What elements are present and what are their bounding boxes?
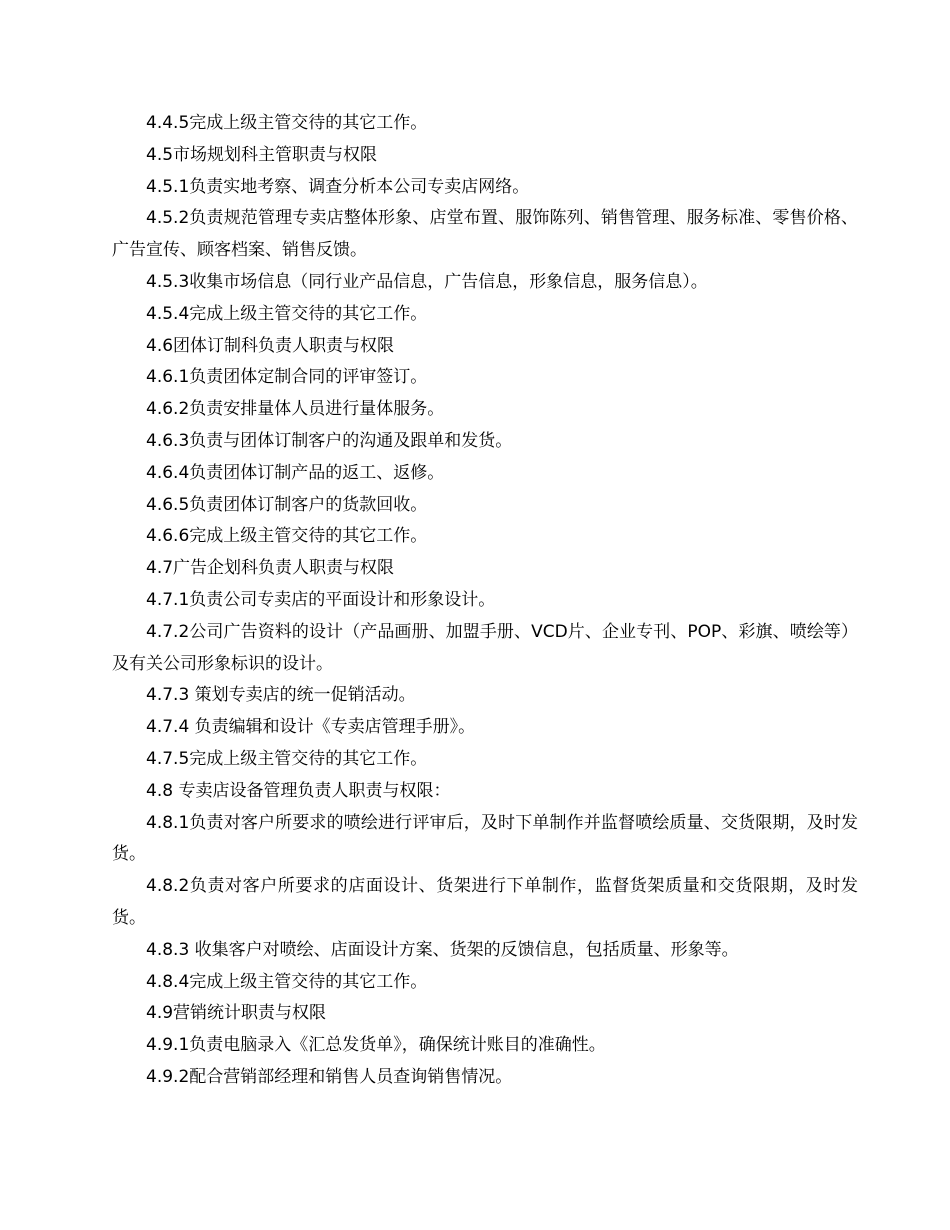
paragraph-4-8-3: 4.8.3 收集客户对喷绘、店面设计方案、货架的反馈信息，包括质量、形象等。 bbox=[146, 939, 739, 960]
paragraph-4-8-1: 4.8.1负责对客户所要求的喷绘进行评审后，及时下单制作并监督喷绘质量、交货限期，及时发货。 bbox=[112, 812, 858, 865]
paragraph-4-7-2: 4.7.2公司广告资料的设计（产品画册、加盟手册、VCD片、企业专刊、POP、彩旗、喷绘等）及有关公司形象标识的设计。 bbox=[112, 621, 858, 674]
paragraph-4-6-5: 4.6.5负责团体订制客户的货款回收。 bbox=[146, 494, 428, 515]
section-heading-4-7: 4.7广告企划科负责人职责与权限 bbox=[146, 558, 395, 579]
document-page bbox=[112, 108, 858, 1094]
paragraph-4-5-4: 4.5.4完成上级主管交待的其它工作。 bbox=[146, 303, 428, 324]
paragraph-4-6-3: 4.6.3负责与团体订制客户的沟通及跟单和发货。 bbox=[146, 430, 513, 451]
paragraph-4-5-2: 4.5.2负责规范管理专卖店整体形象、店堂布置、服饰陈列、销售管理、服务标准、零售价格、广告宣传、顾客档案、销售反馈。 bbox=[112, 208, 858, 261]
paragraph-4-8-4: 4.8.4完成上级主管交待的其它工作。 bbox=[146, 971, 428, 992]
paragraph-4-7-1: 4.7.1负责公司专卖店的平面设计和形象设计。 bbox=[146, 589, 496, 610]
section-heading-4-5: 4.5市场规划科主管职责与权限 bbox=[146, 144, 378, 165]
paragraph-4-6-2: 4.6.2负责安排量体人员进行量体服务。 bbox=[146, 399, 445, 420]
paragraph-4-9-2: 4.9.2配合营销部经理和销售人员查询销售情况。 bbox=[146, 1066, 513, 1087]
section-heading-4-8: 4.8 专卖店设备管理负责人职责与权限： bbox=[146, 780, 451, 801]
paragraph-4-6-1: 4.6.1负责团体定制合同的评审签订。 bbox=[146, 367, 428, 388]
paragraph-4-8-2: 4.8.2负责对客户所要求的店面设计、货架进行下单制作，监督货架质量和交货限期，及时发货。 bbox=[112, 876, 858, 928]
paragraph-4-6-6: 4.6.6完成上级主管交待的其它工作。 bbox=[146, 526, 428, 547]
paragraph-4-7-4: 4.7.4 负责编辑和设计《专卖店管理手册》。 bbox=[146, 717, 476, 738]
paragraph-4-6-4: 4.6.4负责团体订制产品的返工、返修。 bbox=[146, 462, 445, 483]
paragraph-4-5-3: 4.5.3收集市场信息（同行业产品信息，广告信息，形象信息，服务信息）。 bbox=[146, 271, 708, 292]
paragraph-4-5-1: 4.5.1负责实地考察、调查分析本公司专卖店网络。 bbox=[146, 176, 530, 197]
paragraph-4-7-3: 4.7.3 策划专卖店的统一促销活动。 bbox=[146, 685, 416, 706]
paragraph-4-7-5: 4.7.5完成上级主管交待的其它工作。 bbox=[146, 748, 428, 769]
section-heading-4-6: 4.6团体订制科负责人职责与权限 bbox=[146, 335, 395, 356]
section-heading-4-9: 4.9营销统计职责与权限 bbox=[146, 1003, 327, 1024]
paragraph-4-4-5: 4.4.5完成上级主管交待的其它工作。 bbox=[146, 113, 428, 133]
paragraph-4-9-1: 4.9.1负责电脑录入《汇总发货单》，确保统计账目的准确性。 bbox=[146, 1035, 606, 1056]
